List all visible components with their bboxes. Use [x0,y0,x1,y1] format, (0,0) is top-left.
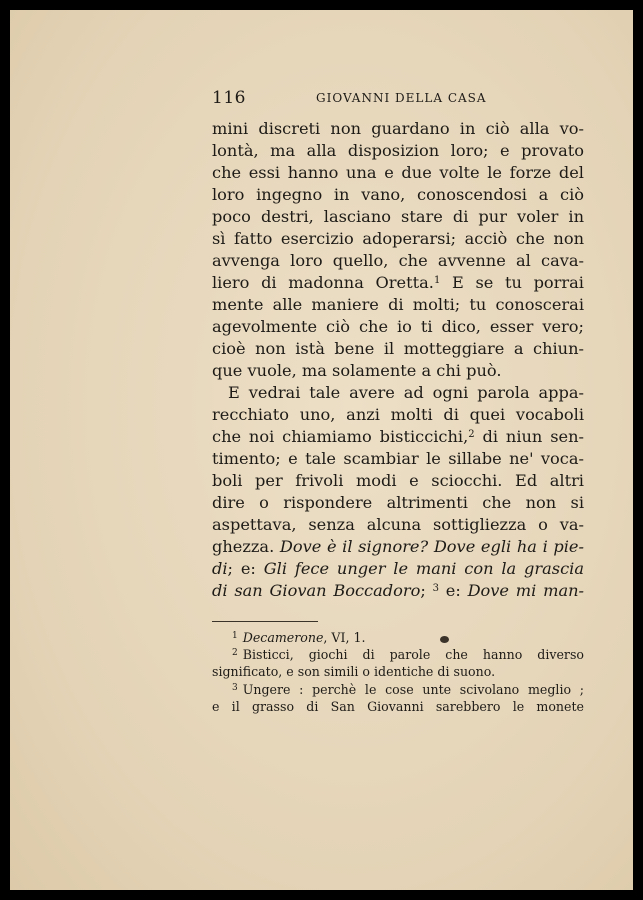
text-line: E vedrai tale avere ad ogni parola appa- [228,383,584,402]
footnote-text: , VI, 1. [323,630,366,645]
text-line [212,536,584,558]
text-segment: di niun sen- [474,427,584,446]
text-segment: e: [438,581,468,600]
footnote-ref: 1 [433,275,441,286]
text-line: mini discreti non guardano in ciò alla vo- [212,119,584,138]
text-segment: liero di madonna Oretta. [212,273,434,292]
footnote-divider [212,621,318,622]
footnote-1 [212,628,584,645]
text-line: poco destri, lasciano stare di pur voler in [212,207,584,226]
footnotes [212,628,584,715]
italic-quote: Dove è il signore? Dove egli ha i pie- [279,537,584,556]
text-line: mente alle maniere di molti; tu conoscerai [212,295,584,314]
footnote-ref: 2 [468,429,475,440]
text-segment: ; [420,581,433,600]
text-segment: E se tu porrai [440,273,584,292]
footnote-ref: 3 [432,583,439,594]
text-segment: ; e: [227,559,264,578]
italic-quote: di [212,559,228,578]
text-line: agevolmente ciò che io ti dico, esser vero; [212,317,584,336]
text-line: recchiato uno, anzi molti di quei vocaboli [212,405,584,424]
footnote-number: 2 [232,648,238,659]
text-line: cioè non istà bene il motteggiare a chiun- [212,339,584,358]
main-text [212,118,584,602]
footnote-3-cont: e il grasso di San Giovanni sarebbero le monete [212,698,584,714]
page-header [212,88,588,110]
text-line [212,580,584,602]
footnote-number: 1 [232,631,238,641]
page-number: 116 [212,88,246,108]
footnote-text: Ungere : perchè le cose unte scivolano meglio ; [242,682,584,698]
footnote-2 [212,645,584,662]
text-line: che essi hanno una e due volte le forze del [212,163,584,182]
book-page [10,10,633,890]
text-line: timento; e tale scambiar le sillabe ne' voca- [212,449,584,468]
footnote-3 [212,680,584,697]
text-segment: che noi chiamiamo bisticcichi, [212,427,469,446]
footnote-number: 3 [232,683,238,694]
text-line: dire o rispondere altrimenti che non si [212,493,584,512]
running-title: GIOVANNI DELLA CASA [316,91,487,105]
text-segment: ghezza. [212,537,275,556]
text-line [212,272,584,294]
text-line: lontà, ma alla disposizion loro; e provato [212,141,584,160]
italic-quote: Dove mi man- [467,581,584,600]
text-line: aspettava, senza alcuna sottigliezza o va- [212,515,584,534]
text-line: boli per frivoli modi e sciocchi. Ed altri [212,471,584,490]
text-line [212,426,584,448]
text-line: avvenga loro quello, che avvenne al cava- [212,251,584,270]
footnote-2-cont: significato, e son simili o identiche di suono. [212,663,496,679]
text-line: loro ingegno in vano, conoscendosi a ciò [212,185,584,204]
text-line: sì fatto esercizio adoperarsi; acciò che non [212,229,584,248]
italic-quote: di san Giovan Boccadoro [212,581,421,600]
text-line: que vuole, ma solamente a chi può. [212,361,502,380]
footnote-title: Decamerone [242,630,324,645]
text-line [212,558,584,580]
footnote-text: Bisticci, giochi di parole che hanno diverso [242,647,584,663]
italic-quote: Gli fece unger le mani con la grascia [263,559,584,578]
